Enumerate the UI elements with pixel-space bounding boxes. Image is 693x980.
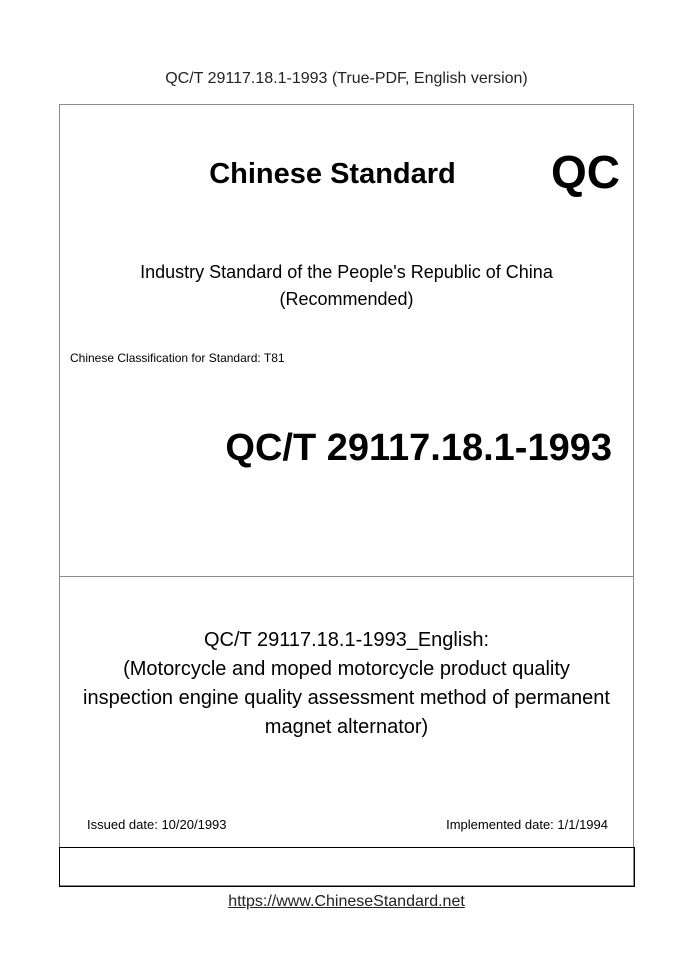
industry-line-1: Industry Standard of the People's Republic of China — [140, 262, 553, 282]
cover-bottom-box — [59, 847, 635, 887]
standard-mark: QC — [551, 146, 620, 198]
cover-title: Chinese Standard — [209, 158, 456, 190]
cover-frame — [59, 104, 634, 886]
issued-date: Issued date: 10/20/1993 — [87, 817, 227, 832]
page-header: QC/T 29117.18.1-1993 (True-PDF, English version) — [165, 70, 528, 87]
english-title-line-3: inspection engine quality assessment method of permanent — [83, 687, 610, 709]
classification-text: Chinese Classification for Standard: T81 — [70, 351, 285, 365]
cover-middle-section — [60, 576, 633, 847]
standard-number: QC/T 29117.18.1-1993 — [225, 427, 612, 469]
cover-top-section — [60, 105, 633, 577]
industry-statement — [60, 259, 633, 313]
implemented-date: Implemented date: 1/1/1994 — [446, 817, 608, 832]
english-title-line-4: magnet alternator) — [264, 716, 429, 738]
footer-link[interactable]: https://www.ChineseStandard.net — [228, 893, 465, 910]
english-title-line-2: (Motorcycle and moped motorcycle product quality — [123, 658, 570, 680]
english-title — [60, 626, 633, 742]
english-title-line-1: QC/T 29117.18.1-1993_English: — [203, 629, 489, 651]
industry-line-2: (Recommended) — [279, 289, 414, 309]
